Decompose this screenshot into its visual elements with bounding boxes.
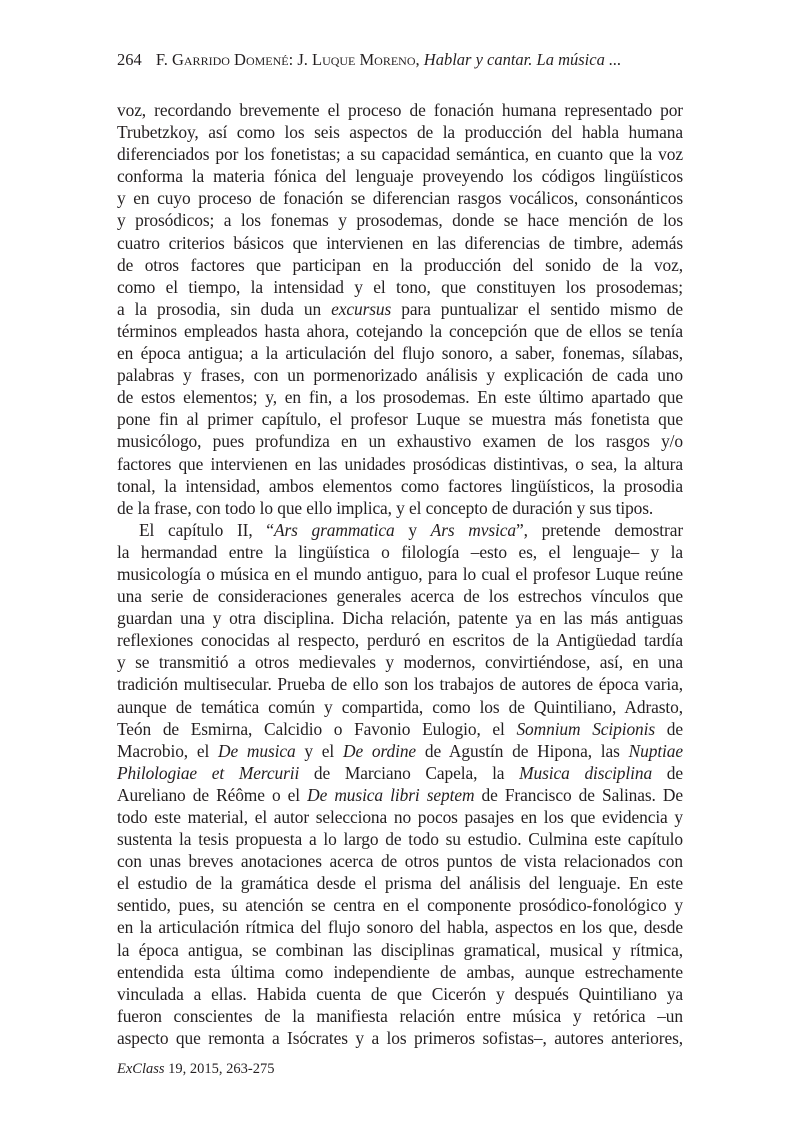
text-segment: musicólogo, pues profundiza en un exhaustivo examen de los rasgos y/o — [117, 431, 683, 452]
text-line — [117, 1005, 683, 1027]
text-line — [117, 430, 683, 452]
text-segment: guardan una y otra disciplina. Dicha relación, patente ya en las más antiguas — [117, 608, 683, 629]
text-line — [117, 541, 683, 563]
italic-text: De musica — [218, 740, 296, 761]
italic-text: Somnium Scipionis — [516, 718, 656, 739]
text-line — [117, 254, 683, 276]
text-line — [117, 143, 683, 165]
text-line — [117, 762, 683, 784]
italic-text: Musica disciplina — [519, 762, 653, 783]
text-line — [117, 894, 683, 916]
text-segment: cuatro criterios básicos que intervienen en las diferencias de timbre, además — [117, 232, 683, 253]
footer-citation — [117, 1060, 275, 1078]
text-segment: factores que intervienen en las unidades prosódicas distintivas, o sea, la altura — [117, 453, 683, 474]
italic-text: De musica libri septem — [307, 784, 475, 805]
italic-text: Ars grammatica — [273, 519, 395, 540]
italic-text: Philologiae et Mercurii — [117, 762, 300, 783]
text-line — [117, 850, 683, 872]
text-segment: y — [394, 519, 431, 540]
text-line — [117, 629, 683, 651]
text-segment: a la prosodia, sin duda un — [117, 298, 332, 319]
text-segment: Trubetzkoy, así como los seis aspectos de la producción del habla humana — [117, 122, 683, 143]
italic-text: Ars mvsica — [430, 519, 516, 540]
text-line — [117, 673, 683, 695]
text-line — [117, 165, 683, 187]
text-line — [117, 364, 683, 386]
page-number: 264 — [117, 50, 142, 69]
text-segment: El capítulo II, “ — [139, 519, 274, 540]
text-line — [117, 983, 683, 1005]
text-segment: conforma la materia fónica del lenguaje proveyendo los códigos lingüísticos — [117, 166, 683, 187]
paragraph — [117, 519, 683, 1049]
text-segment: de Marciano Capela, la — [299, 762, 520, 783]
text-line — [117, 453, 683, 475]
text-segment: con unas breves anotaciones acerca de otros puntos de vista relacionados con — [117, 851, 683, 872]
text-line — [117, 187, 683, 209]
text-segment: pone fin al primer capítulo, el profesor Luque se muestra más fonetista que — [117, 409, 683, 430]
text-segment: de — [655, 718, 683, 739]
journal-issue: 19, 2015, 263-275 — [164, 1061, 275, 1077]
text-segment: diferenciados por los fonetistas; a su capacidad semántica, en cuanto que la voz — [117, 144, 683, 165]
text-segment: reflexiones conocidas al respecto, perduró en escritos de la Antigüedad tardía — [117, 630, 683, 651]
text-line — [117, 276, 683, 298]
text-line — [117, 563, 683, 585]
text-segment: entendida esta última como independiente de ambas, aunque estrechamente — [117, 961, 683, 982]
text-line — [117, 1027, 683, 1049]
text-segment: de la frase, con todo lo que ello implica, y el concepto de duración y sus tipos. — [117, 497, 654, 518]
text-line — [117, 784, 683, 806]
text-segment: sentido, pues, su atención se centra en el componente prosódico-fonológico y — [117, 895, 683, 916]
text-segment: sustenta la tesis propuesta a lo largo de todo su estudio. Culmina este capítulo — [117, 829, 683, 850]
text-segment: vinculada a ellas. Habida cuenta de que Cicerón y después Quintiliano ya — [117, 983, 683, 1004]
italic-text: Nuptiae — [628, 740, 683, 761]
text-segment: musicología o música en el mundo antiguo, para lo cual el profesor Luque reúne — [117, 563, 683, 584]
text-segment: y se transmitió a otros medievales y modernos, convirtiéndose, así, en una — [117, 652, 683, 673]
text-segment: aspecto que remonta a Isócrates y a los primeros sofistas–, autores anteriores, — [117, 1027, 683, 1048]
text-segment: tonal, la intensidad, ambos elementos como factores lingüísticos, la prosodia — [117, 475, 683, 496]
text-segment: la época antigua, se combinan las disciplinas gramatical, musical y rítmica, — [117, 939, 683, 960]
italic-text: De ordine — [342, 740, 417, 761]
text-segment: para puntualizar el sentido mismo de — [391, 298, 683, 319]
text-line — [117, 651, 683, 673]
text-line — [117, 298, 683, 320]
text-line — [117, 607, 683, 629]
text-segment: términos empleados hasta ahora, cotejando la concepción que de ellos se tenía — [117, 320, 683, 341]
text-line — [117, 872, 683, 894]
text-line — [117, 916, 683, 938]
text-segment: fueron conscientes de la manifiesta relación entre música y retórica –un — [117, 1005, 683, 1026]
text-segment: como el tiempo, la intensidad y el tono, que constituyen los prosodemas; — [117, 276, 683, 297]
running-header — [117, 50, 621, 70]
text-segment: voz, recordando brevemente el proceso de fonación humana representado por — [117, 100, 683, 120]
text-line — [117, 232, 683, 254]
text-line — [117, 408, 683, 430]
text-segment: palabras y frases, con un pormenorizado análisis y explicación de cada uno — [117, 365, 683, 386]
text-line — [117, 342, 683, 364]
text-line — [117, 828, 683, 850]
text-line — [117, 386, 683, 408]
text-line — [117, 939, 683, 961]
text-segment: una serie de consideraciones generales acerca de los estrechos vínculos que — [117, 586, 683, 607]
text-line — [117, 320, 683, 342]
text-segment: la hermandad entre la lingüística o filología –esto es, el lenguaje– y la — [117, 541, 683, 562]
text-segment: de — [652, 762, 683, 783]
text-segment: todo este material, el autor selecciona no pocos pasajes en los que evidencia y — [117, 807, 683, 827]
text-segment: Teón de Esmirna, Calcidio o Favonio Eulogio, el — [117, 718, 517, 739]
body-text — [117, 99, 683, 1049]
text-segment: aunque de temática común y compartida, como los de Quintiliano, Adrasto, — [117, 696, 683, 717]
journal-name: ExClass — [117, 1061, 165, 1077]
italic-text: excursus — [331, 298, 392, 319]
text-segment: y prosódicos; a los fonemas y prosodemas, donde se hace mención de los — [117, 210, 683, 231]
text-segment: Macrobio, el — [117, 740, 219, 761]
text-segment: en época antigua; a la articulación del flujo sonoro, a saber, fonemas, sílabas, — [117, 343, 683, 364]
text-line — [117, 961, 683, 983]
text-line — [117, 718, 683, 740]
text-segment: y el — [295, 740, 343, 761]
text-segment: tradición multisecular. Prueba de ello son los trabajos de autores de época varia, — [117, 674, 683, 695]
text-line — [117, 806, 683, 828]
text-segment: de estos elementos; y, en fin, a los prosodemas. En este último apartado que — [117, 387, 683, 408]
text-segment: ”, pretende demostrar — [515, 519, 684, 540]
text-segment: en la articulación rítmica del flujo sonoro del habla, aspectos en los que, desde — [117, 917, 683, 938]
text-line — [117, 497, 683, 519]
text-line — [117, 696, 683, 718]
text-segment: el estudio de la gramática desde el prisma del análisis del lenguaje. En este — [117, 873, 683, 894]
text-line — [117, 99, 683, 121]
text-line — [117, 519, 683, 541]
text-segment: y en cuyo proceso de fonación se diferencian rasgos vocálicos, consonánticos — [117, 188, 683, 209]
text-line — [117, 740, 683, 762]
author-name: J. Luque Moreno, — [297, 50, 420, 69]
text-line — [117, 585, 683, 607]
text-segment: de otros factores que participan en la producción del sonido de la voz, — [117, 254, 683, 275]
text-line — [117, 209, 683, 231]
paragraph — [117, 99, 683, 519]
book-title: Hablar y cantar. La música ... — [423, 50, 622, 69]
text-segment: Aureliano de Réôme o el — [117, 784, 308, 805]
reviewer-name: F. Garrido Domené: — [155, 50, 294, 69]
text-segment: de Francisco de Salinas. De — [474, 784, 683, 805]
text-line — [117, 121, 683, 143]
text-line — [117, 475, 683, 497]
text-segment: de Agustín de Hipona, las — [416, 740, 629, 761]
